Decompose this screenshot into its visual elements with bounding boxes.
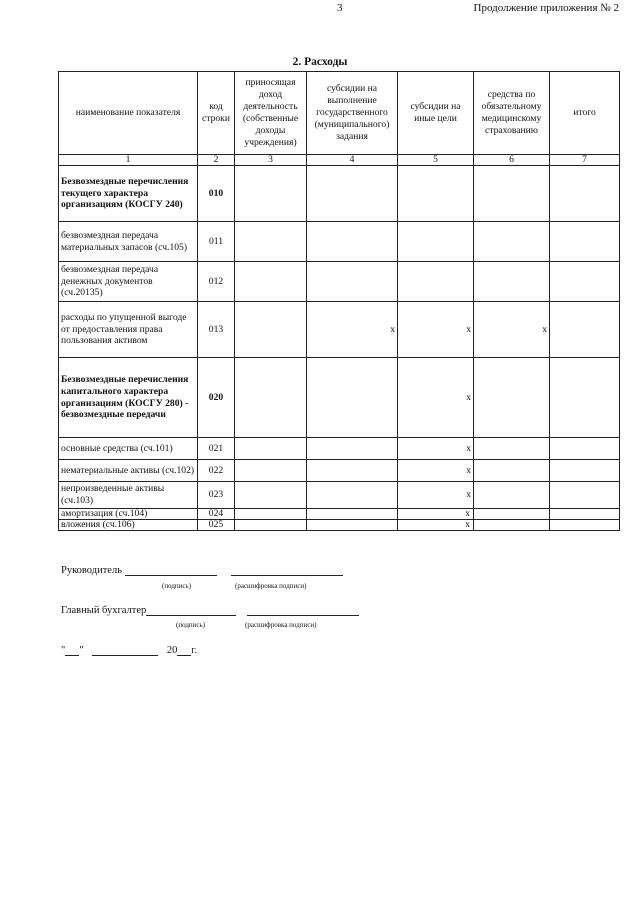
value-cell[interactable]: x xyxy=(398,519,474,530)
expenses-table-body xyxy=(59,72,620,531)
value-cell[interactable]: x xyxy=(398,482,474,509)
table-row xyxy=(59,302,620,358)
value-cell[interactable] xyxy=(398,222,474,262)
date-quote-open: " xyxy=(61,645,66,656)
value-cell[interactable] xyxy=(550,460,620,482)
value-cell[interactable]: x xyxy=(398,508,474,519)
value-cell[interactable] xyxy=(474,358,550,438)
expenses-table xyxy=(58,71,620,531)
row-code: 023 xyxy=(198,482,235,509)
value-cell[interactable] xyxy=(307,438,398,460)
value-cell[interactable] xyxy=(235,222,307,262)
row-code: 010 xyxy=(198,166,235,222)
value-cell[interactable] xyxy=(474,166,550,222)
value-cell[interactable] xyxy=(474,482,550,509)
value-cell[interactable] xyxy=(235,460,307,482)
row-code: 011 xyxy=(198,222,235,262)
row-name: амортизация (сч.104) xyxy=(59,508,198,519)
column-number-row xyxy=(59,155,620,166)
value-cell[interactable] xyxy=(550,358,620,438)
value-cell[interactable] xyxy=(550,302,620,358)
value-cell[interactable] xyxy=(550,262,620,302)
value-cell[interactable]: x xyxy=(398,358,474,438)
table-row xyxy=(59,519,620,530)
head-signature-hint: (подпись) xyxy=(162,582,192,590)
value-cell[interactable] xyxy=(307,166,398,222)
head-label: Руководитель xyxy=(61,565,122,576)
head-signature-line xyxy=(61,565,343,576)
value-cell[interactable]: x xyxy=(398,438,474,460)
value-cell[interactable] xyxy=(474,508,550,519)
row-name: безвозмездная передача материальных запасов (сч.105) xyxy=(59,222,198,262)
continuation-label: Продолжение приложения № 2 xyxy=(473,2,619,14)
col-number: 1 xyxy=(59,155,198,166)
value-cell[interactable] xyxy=(550,508,620,519)
value-cell[interactable]: x xyxy=(307,302,398,358)
col-header-code: код строки xyxy=(198,72,235,155)
row-name: безвозмездная передача денежных документов (сч.20135) xyxy=(59,262,198,302)
value-cell[interactable] xyxy=(398,166,474,222)
value-cell[interactable] xyxy=(235,358,307,438)
col-number: 7 xyxy=(550,155,620,166)
page-number: 3 xyxy=(337,2,343,14)
value-cell[interactable] xyxy=(307,519,398,530)
row-name: вложения (сч.106) xyxy=(59,519,198,530)
value-cell[interactable]: x xyxy=(474,302,550,358)
value-cell[interactable] xyxy=(307,460,398,482)
col-header-state-task-subsidy: субсидии на выполнение государственного (муниципального) задания xyxy=(307,72,398,155)
row-code: 025 xyxy=(198,519,235,530)
col-header-name: наименование показателя xyxy=(59,72,198,155)
table-row xyxy=(59,508,620,519)
row-name: непроизведенные активы (сч.103) xyxy=(59,482,198,509)
value-cell[interactable] xyxy=(474,262,550,302)
date-day-field[interactable] xyxy=(65,655,79,656)
table-row xyxy=(59,166,620,222)
table-row xyxy=(59,438,620,460)
table-header-row xyxy=(59,72,620,155)
table-row xyxy=(59,482,620,509)
row-code: 012 xyxy=(198,262,235,302)
value-cell[interactable] xyxy=(474,519,550,530)
col-header-other-subsidy: субсидии на иные цели xyxy=(398,72,474,155)
value-cell[interactable] xyxy=(235,438,307,460)
value-cell[interactable]: x xyxy=(398,460,474,482)
value-cell[interactable] xyxy=(550,482,620,509)
row-code: 024 xyxy=(198,508,235,519)
value-cell[interactable] xyxy=(474,460,550,482)
col-number: 4 xyxy=(307,155,398,166)
col-number: 6 xyxy=(474,155,550,166)
value-cell[interactable] xyxy=(235,302,307,358)
value-cell[interactable] xyxy=(398,262,474,302)
accountant-signature-hint: (подпись) xyxy=(176,621,206,629)
row-code: 021 xyxy=(198,438,235,460)
value-cell[interactable]: x xyxy=(398,302,474,358)
head-signature-field[interactable] xyxy=(125,575,217,576)
col-header-medical-insurance: средства по обязательному медицинскому страхованию xyxy=(474,72,550,155)
head-decode-hint: (расшифровка подписи) xyxy=(235,582,307,590)
value-cell[interactable] xyxy=(474,438,550,460)
value-cell[interactable] xyxy=(307,358,398,438)
value-cell[interactable] xyxy=(307,482,398,509)
table-row xyxy=(59,222,620,262)
value-cell[interactable] xyxy=(235,482,307,509)
accountant-label: Главный бухгалтер xyxy=(61,605,147,616)
value-cell[interactable] xyxy=(235,508,307,519)
value-cell[interactable] xyxy=(474,222,550,262)
col-header-own-income: приносящая доход деятельность (собственные доходы учреждения) xyxy=(235,72,307,155)
value-cell[interactable] xyxy=(550,166,620,222)
value-cell[interactable] xyxy=(550,222,620,262)
value-cell[interactable] xyxy=(235,519,307,530)
date-year-prefix: 20 xyxy=(166,645,178,656)
row-name: расходы по упущенной выгоде от предоставления права пользования активом xyxy=(59,302,198,358)
row-name: Безвозмездные перечисления капитального характера организациям (КОСГУ 280) - безвозмездные передачи xyxy=(59,358,198,438)
table-row xyxy=(59,262,620,302)
row-code: 013 xyxy=(198,302,235,358)
value-cell[interactable] xyxy=(307,262,398,302)
col-number: 5 xyxy=(398,155,474,166)
date-month-field[interactable] xyxy=(92,655,158,656)
date-suffix: г. xyxy=(191,645,198,656)
section-title: 2. Расходы xyxy=(292,56,348,68)
value-cell[interactable] xyxy=(307,222,398,262)
accountant-decode-hint: (расшифровка подписи) xyxy=(245,621,317,629)
value-cell[interactable] xyxy=(235,166,307,222)
value-cell[interactable] xyxy=(235,262,307,302)
row-code: 022 xyxy=(198,460,235,482)
accountant-signature-line xyxy=(61,605,359,616)
accountant-signature-field[interactable] xyxy=(146,615,236,616)
value-cell[interactable] xyxy=(550,519,620,530)
col-number: 2 xyxy=(198,155,235,166)
date-year-field[interactable] xyxy=(177,655,191,656)
col-number: 3 xyxy=(235,155,307,166)
row-name: Безвозмездные перечисления текущего характера организациям (КОСГУ 240) xyxy=(59,166,198,222)
date-line xyxy=(61,645,197,656)
accountant-decode-field[interactable] xyxy=(247,615,359,616)
row-code: 020 xyxy=(198,358,235,438)
row-name: основные средства (сч.101) xyxy=(59,438,198,460)
value-cell[interactable] xyxy=(550,438,620,460)
value-cell[interactable] xyxy=(307,508,398,519)
table-row xyxy=(59,358,620,438)
date-quote-close: " xyxy=(79,645,84,656)
row-name: нематериальные активы (сч.102) xyxy=(59,460,198,482)
head-decode-field[interactable] xyxy=(231,575,343,576)
col-header-total: итого xyxy=(550,72,620,155)
table-row xyxy=(59,460,620,482)
